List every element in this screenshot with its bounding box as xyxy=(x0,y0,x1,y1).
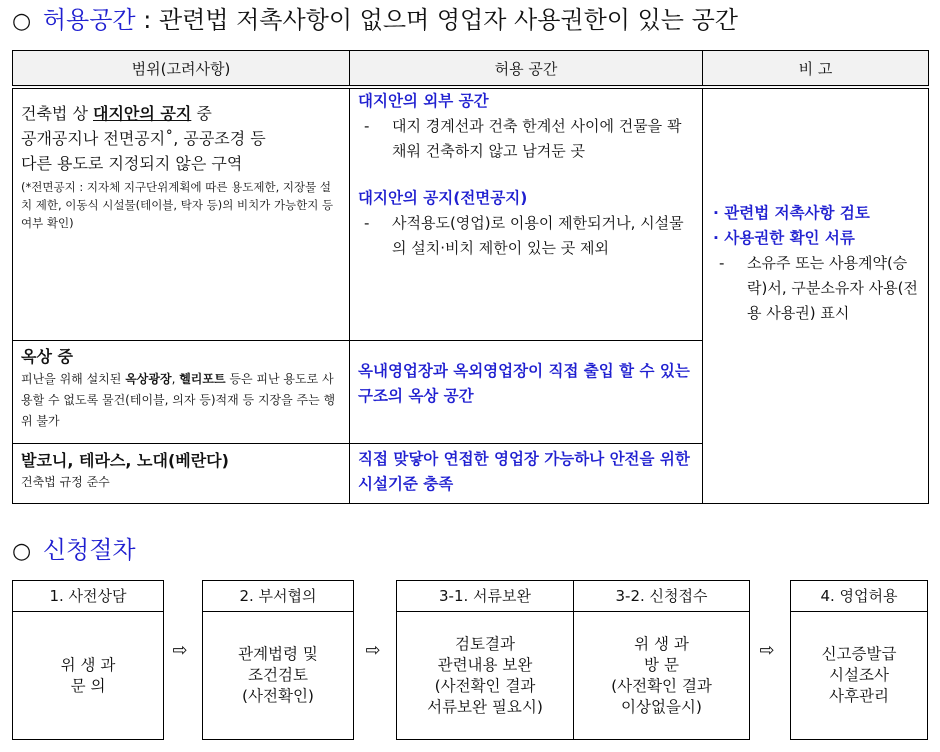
section-heading-allowed-space xyxy=(12,4,738,38)
space-item-front: - 사적용도(영업)로 이용이 제한되거나, 시설물의 설치·비치 제한이 있는 곳 제외 xyxy=(364,214,684,257)
circle-bullet-icon: ○ xyxy=(12,9,32,34)
allowed-space-table xyxy=(12,50,929,504)
arrow-right-icon: ⇨ xyxy=(759,640,775,661)
step-business-permit xyxy=(790,580,928,740)
procedure-flow xyxy=(12,580,928,740)
space-item-outer: - 대지 경계선과 건축 한계선 사이에 건물을 꽉 채워 건축하지 않고 남겨둔 곳 xyxy=(364,117,682,160)
section-title: 신청절차 xyxy=(42,536,136,564)
table-header-row xyxy=(13,51,929,88)
scope-cell-rooftop xyxy=(13,340,350,443)
step-body: 검토결과 관련내용 보완 (사전확인 결과 서류보완 필요시) xyxy=(427,634,543,716)
step-head: 4. 영업허용 xyxy=(791,581,927,612)
step-head: 1. 사전상담 xyxy=(13,581,163,612)
scope-line-1: 건축법 상 대지안의 공지 중 xyxy=(21,104,212,123)
space-cell-balcony xyxy=(350,443,703,503)
scope-line-3: 다른 용도로 지정되지 않은 구역 xyxy=(21,154,243,173)
remark-detail: - 소유주 또는 사용계약(승락)서, 구분소유자 사용(전용 사용권) 표시 xyxy=(719,254,918,322)
remark-law-review: · 관련법 저촉사항 검토 xyxy=(713,204,870,222)
space-rooftop: 옥내영업장과 옥외영업장이 직접 출입 할 수 있는 구조의 옥상 공간 xyxy=(358,361,690,405)
step-application xyxy=(574,581,749,739)
scope-note: (*전면공지 : 지자체 지구단위계획에 따른 용도제한, 지장물 설치 제한, 이동식 시설물(테이블, 탁자 등)의 비치가 가능한지 등 여부 확인) xyxy=(21,180,334,230)
step-head: 3-2. 신청접수 xyxy=(574,581,749,612)
circle-bullet-icon: ○ xyxy=(12,539,32,564)
arrow-right-icon: ⇨ xyxy=(172,640,188,661)
section-title: 허용공간 xyxy=(42,6,136,34)
step-dept-consultation xyxy=(202,580,354,740)
space-cell-site-open-space xyxy=(350,87,703,340)
step-head: 2. 부서협의 xyxy=(203,581,353,612)
scope-cell-site-open-space xyxy=(13,87,350,340)
remarks-cell xyxy=(703,87,929,503)
table-row xyxy=(13,87,929,340)
space-title-outer: 대지안의 외부 공간 xyxy=(358,92,489,110)
step-consultation xyxy=(12,580,164,740)
section-description: : 관련법 저촉사항이 없으며 영업자 사용권한이 있는 공간 xyxy=(135,6,738,34)
scope-title-balcony: 발코니, 테라스, 노대(베란다) xyxy=(21,450,229,470)
header-remarks: 비 고 xyxy=(703,51,929,88)
remark-authority-docs: · 사용권한 확인 서류 xyxy=(713,229,855,247)
step-supplement xyxy=(397,581,573,739)
space-title-front: 대지안의 공지(전면공지) xyxy=(358,189,528,207)
step-documents-application xyxy=(396,580,750,740)
header-scope: 범위(고려사항) xyxy=(13,51,350,88)
step-body: 위 생 과 문 의 xyxy=(60,655,116,695)
section-heading-procedure xyxy=(12,534,136,568)
step-body: 위 생 과 방 문 (사전확인 결과 이상없을시) xyxy=(611,634,712,716)
step-body: 신고증발급 시설조사 사후관리 xyxy=(821,645,897,705)
scope-line-2: 공개공지나 전면공지˚, 공공조경 등 xyxy=(21,129,266,148)
scope-cell-balcony xyxy=(13,443,350,503)
step-body: 관계법령 및 조건검토 (사전확인) xyxy=(238,645,318,705)
scope-title-rooftop: 옥상 중 xyxy=(21,346,73,366)
scope-note-balcony: 건축법 규정 준수 xyxy=(21,474,110,489)
arrow-right-icon: ⇨ xyxy=(365,640,381,661)
scope-note-rooftop: 피난을 위해 설치된 옥상광장, 헬리포트 등은 피난 용도로 사용할 수 없도록 물건(테이블, 의자 등)적재 등 지장을 주는 행위 불가 xyxy=(21,371,336,428)
step-head: 3-1. 서류보완 xyxy=(397,581,573,612)
header-allowed-space: 허용 공간 xyxy=(350,51,703,88)
space-balcony: 직접 맞닿아 연접한 영업장 가능하나 안전을 위한 시설기준 충족 xyxy=(358,449,690,493)
space-cell-rooftop xyxy=(350,340,703,443)
